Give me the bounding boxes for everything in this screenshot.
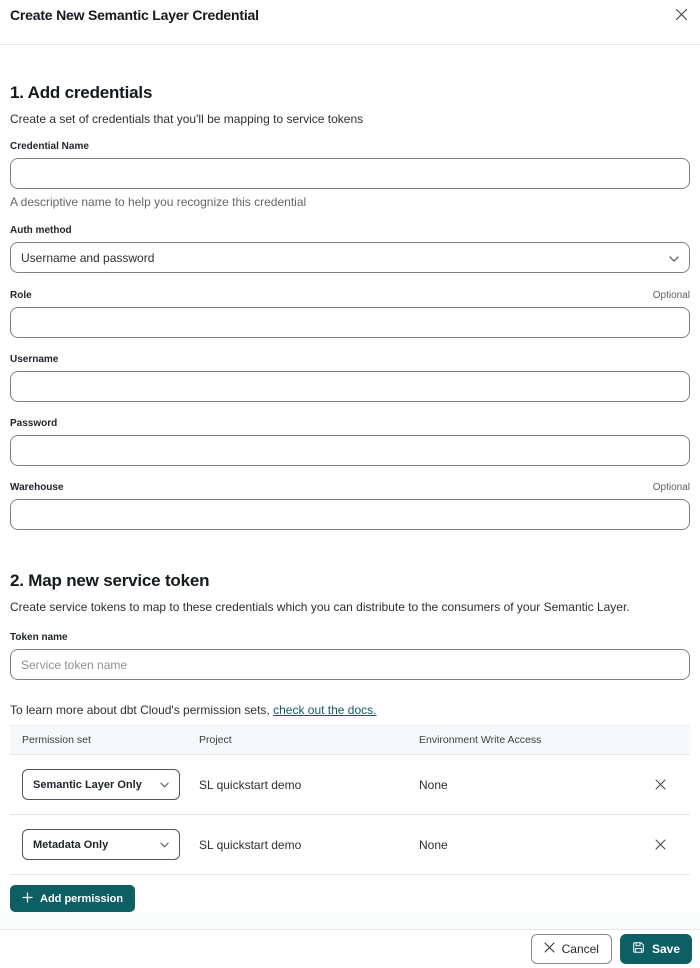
remove-x-icon [655,778,666,793]
warehouse-optional-badge: Optional [652,482,690,493]
project-cell: SL quickstart demo [199,777,302,792]
column-header-environment-write-access: Environment Write Access [419,734,542,746]
chevron-down-icon [160,779,169,791]
modal-title: Create New Semantic Layer Credential [10,7,259,23]
permissions-table-header [10,725,690,755]
credential-name-helper: A descriptive name to help you recognize this credential [10,195,307,209]
modal-body [0,83,700,912]
close-button[interactable] [673,6,690,23]
token-name-label: Token name [10,632,68,643]
remove-row-button-1[interactable] [651,775,670,794]
cancel-x-icon [544,942,555,956]
permission-set-value: Metadata Only [33,838,109,851]
cancel-button[interactable] [531,934,612,964]
password-label: Password [10,418,58,429]
environment-write-access-cell: None [419,777,448,792]
password-input[interactable] [10,435,690,466]
remove-row-button-2[interactable] [651,835,670,854]
permissions-table [10,725,690,875]
credential-name-input[interactable] [10,158,690,189]
footer-divider-strip [0,912,700,930]
modal-header [0,0,700,45]
section-1-subtitle: Create a set of credentials that you'll be mapping to service tokens [10,112,364,126]
plus-icon [22,892,33,906]
docs-link[interactable]: check out the docs. [273,703,377,717]
table-row [10,755,690,815]
permission-set-value: Semantic Layer Only [33,778,142,791]
section-1-heading: 1. Add credentials [10,83,153,102]
add-permission-button[interactable] [10,885,135,912]
role-input[interactable] [10,307,690,338]
modal-footer [0,930,700,968]
credential-name-label: Credential Name [10,141,89,152]
permission-set-select-row-2[interactable] [22,829,180,860]
project-cell: SL quickstart demo [199,837,302,852]
docs-line-prefix: To learn more about dbt Cloud's permission sets, [10,703,274,717]
remove-x-icon [655,838,666,853]
role-optional-badge: Optional [652,290,690,301]
close-icon [675,9,688,24]
save-disk-icon [632,941,645,957]
username-input[interactable] [10,371,690,402]
environment-write-access-cell: None [419,837,448,852]
cancel-label: Cancel [561,942,599,956]
chevron-down-icon [669,251,679,265]
chevron-down-icon [160,839,169,851]
auth-method-select[interactable] [10,242,690,273]
role-label: Role [10,290,32,301]
permission-set-select-row-1[interactable] [22,769,180,800]
section-2-subtitle: Create service tokens to map to these credentials which you can distribute to the consumers of your Semantic Layer. [10,600,630,614]
column-header-permission-set: Permission set [22,734,91,746]
token-name-input[interactable] [10,649,690,680]
save-label: Save [651,942,680,956]
permission-docs-line [10,703,690,717]
table-row [10,815,690,875]
warehouse-label: Warehouse [10,482,64,493]
auth-method-selected-value: Username and password [21,250,155,265]
section-2-heading: 2. Map new service token [10,571,210,590]
save-button[interactable] [620,934,692,964]
column-header-project: Project [199,734,232,746]
add-permission-label: Add permission [40,892,124,905]
username-label: Username [10,354,59,365]
auth-method-label: Auth method [10,225,72,236]
warehouse-input[interactable] [10,499,690,530]
